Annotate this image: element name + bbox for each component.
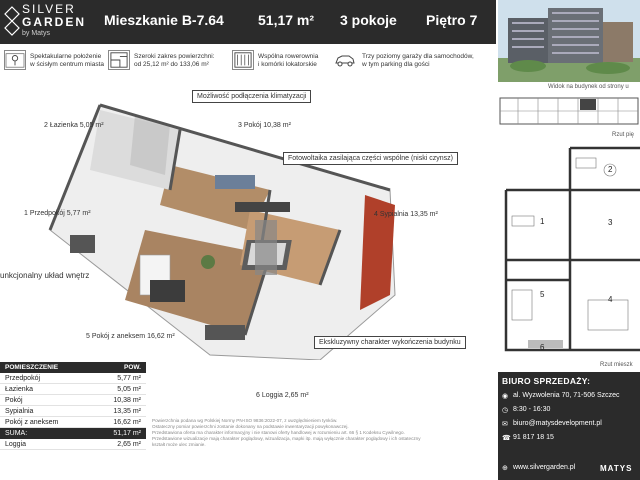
room-name: Sypialnia xyxy=(5,407,34,415)
apartment-2d-plan xyxy=(498,140,640,362)
callout-photovoltaics: Fotowoltaika zasilająca części wspólne (niski czynsz) xyxy=(283,152,458,165)
callout-finish: Ekskluzywny charakter wykończenia budynku xyxy=(314,336,466,349)
feature-areas-line2: od 25,12 m² do 133,06 m² xyxy=(134,61,209,68)
callout-bedroom: 4 Sypialnia 13,35 m² xyxy=(374,211,438,218)
disclaimer-line: Przedstawione wizualizacje mają charakter poglądowy, wizualizacja, mapki itp. mają wyłącznie charakter poglądowy i ich ostateczny xyxy=(152,436,421,441)
apartment-plan-caption: Rzut mieszk xyxy=(600,362,633,368)
sales-phone-text[interactable]: 91 817 18 15 xyxy=(513,434,554,441)
feature-location xyxy=(30,53,115,69)
globe-icon: ⊕ xyxy=(502,465,508,472)
sales-address-text: al. Wyzwolenia 70, 71-506 Szczec xyxy=(513,392,620,399)
brand-byline: by Matys xyxy=(22,30,51,37)
floor-elevation-drawing xyxy=(498,92,640,130)
room-area: 13,35 m² xyxy=(113,407,141,415)
plan-room-number: 4 xyxy=(608,295,613,304)
feature-areas xyxy=(134,53,219,69)
callout-loggia: 6 Loggia 2,65 m² xyxy=(256,392,309,399)
apartment-floor: Piętro 7 xyxy=(426,12,478,28)
table-row xyxy=(0,406,146,417)
column-area-header: POW. xyxy=(124,364,141,371)
floorplan-icon xyxy=(108,50,130,70)
plan-room-number: 2 xyxy=(608,165,613,174)
callout-hall: 1 Przedpokój 5,77 m² xyxy=(24,210,91,217)
apartment-id: Mieszkanie B-7.64 xyxy=(104,12,224,28)
plan-room-number: 5 xyxy=(540,290,545,299)
sum-value: 51,17 m² xyxy=(113,430,141,437)
room-name: Pokój xyxy=(5,396,23,404)
apartment-rooms: 3 pokoje xyxy=(340,12,397,28)
clock-icon: ◷ xyxy=(502,407,509,414)
sum-label: SUMA: xyxy=(5,430,28,437)
header-bar xyxy=(0,0,496,44)
table-row xyxy=(0,373,146,384)
room-name: Łazienka xyxy=(5,385,34,393)
room-area: 5,77 m² xyxy=(117,374,141,382)
callout-room: 3 Pokój 10,38 m² xyxy=(238,122,291,129)
sales-website-text[interactable]: www.silvergarden.pl xyxy=(513,464,576,471)
brand-name-line1: SILVER xyxy=(22,2,76,16)
feature-parking xyxy=(362,53,492,69)
sales-hours-text: 8:30 - 16:30 xyxy=(513,406,551,413)
feature-location-line1: Spektakularne położenie xyxy=(30,53,102,60)
room-area: 2,65 m² xyxy=(117,440,141,448)
silver-garden-logo-icon xyxy=(4,6,20,36)
disclaimer-line: kształt może ulec zmianie. xyxy=(152,442,206,447)
callout-living-room: 5 Pokój z aneksem 16,62 m² xyxy=(86,333,175,340)
plan-room-number: 3 xyxy=(608,218,613,227)
sales-hours xyxy=(502,406,550,414)
rooms-table-sum xyxy=(0,428,146,439)
brand-name-line2: GARDEN xyxy=(22,15,87,29)
callout-air-conditioning: Możliwość podłączenia klimatyzacji xyxy=(192,90,311,103)
callout-bathroom: 2 Łazienka 5,05 m² xyxy=(44,122,104,129)
room-area: 16,62 m² xyxy=(113,418,141,426)
sales-email-text[interactable]: biuro@matysdevelopment.pl xyxy=(513,420,602,427)
location-icon: ◉ xyxy=(502,393,509,400)
car-icon xyxy=(334,50,356,70)
feature-parking-line1: Trzy poziomy garaży dla samochodów, xyxy=(362,53,474,60)
map-pin-icon xyxy=(4,50,26,70)
feature-parking-line2: w tym parking dla gości xyxy=(362,61,430,68)
disclaimer-line: Powierzchnia podana wg Polskiej Normy PN-ISO 9836:2022-07, z uwzględnieniem tynków. xyxy=(152,418,338,423)
room-name: Pokój z aneksem xyxy=(5,418,59,426)
callout-functional-layout: unkcjonalny układ wnętrz xyxy=(0,271,90,280)
sales-email[interactable] xyxy=(502,420,602,428)
matys-logo: MATYS xyxy=(600,464,633,473)
sales-office-panel xyxy=(498,372,640,480)
phone-icon: ☎ xyxy=(502,435,511,442)
apartment-area: 51,17 m² xyxy=(258,12,315,28)
plan-room-number: 6 xyxy=(540,343,545,352)
table-row xyxy=(0,417,146,428)
table-row-loggia xyxy=(0,439,146,450)
rooms-table xyxy=(0,362,146,450)
disclaimer-line: Ostateczny pomiar powierzchni zostanie dokonany na podstawie inwentaryzacji powykonawczej. xyxy=(152,424,349,429)
column-name-header: POMIESZCZENIE xyxy=(5,364,59,371)
disclaimer xyxy=(152,418,492,448)
feature-location-line2: w ścisłym centrum miasta xyxy=(30,61,105,68)
rooms-table-header xyxy=(0,362,146,373)
room-area: 10,38 m² xyxy=(113,396,141,404)
feature-storage-line2: i komórki lokatorskie xyxy=(258,61,317,68)
building-view-image xyxy=(498,0,640,82)
table-row xyxy=(0,384,146,395)
mail-icon: ✉ xyxy=(502,421,508,428)
sales-website[interactable] xyxy=(502,464,575,472)
table-row xyxy=(0,395,146,406)
room-area: 5,05 m² xyxy=(117,385,141,393)
sales-address xyxy=(502,392,620,400)
room-name: Przedpokój xyxy=(5,374,41,382)
plan-room-number: 1 xyxy=(540,217,545,226)
building-view-caption: Widok na budynek od strony u xyxy=(548,84,629,90)
floor-elevation-caption: Rzut pię xyxy=(612,132,635,138)
disclaimer-line: Przedstawiona oferta ma charakter informacyjny i nie stanowi oferty handlowej w rozumieniu art. 66 § 1 Kodeksu Cywilnego. xyxy=(152,430,405,435)
bicycle-storage-icon xyxy=(232,50,254,70)
room-name: Loggia xyxy=(5,440,27,448)
sales-phone[interactable] xyxy=(502,434,554,442)
feature-areas-line1: Szeroki zakres powierzchni: xyxy=(134,53,215,60)
sales-office-title: BIURO SPRZEDAŻY: xyxy=(502,376,591,386)
feature-storage xyxy=(258,53,343,69)
feature-storage-line1: Wspólna rowerownia xyxy=(258,53,319,60)
